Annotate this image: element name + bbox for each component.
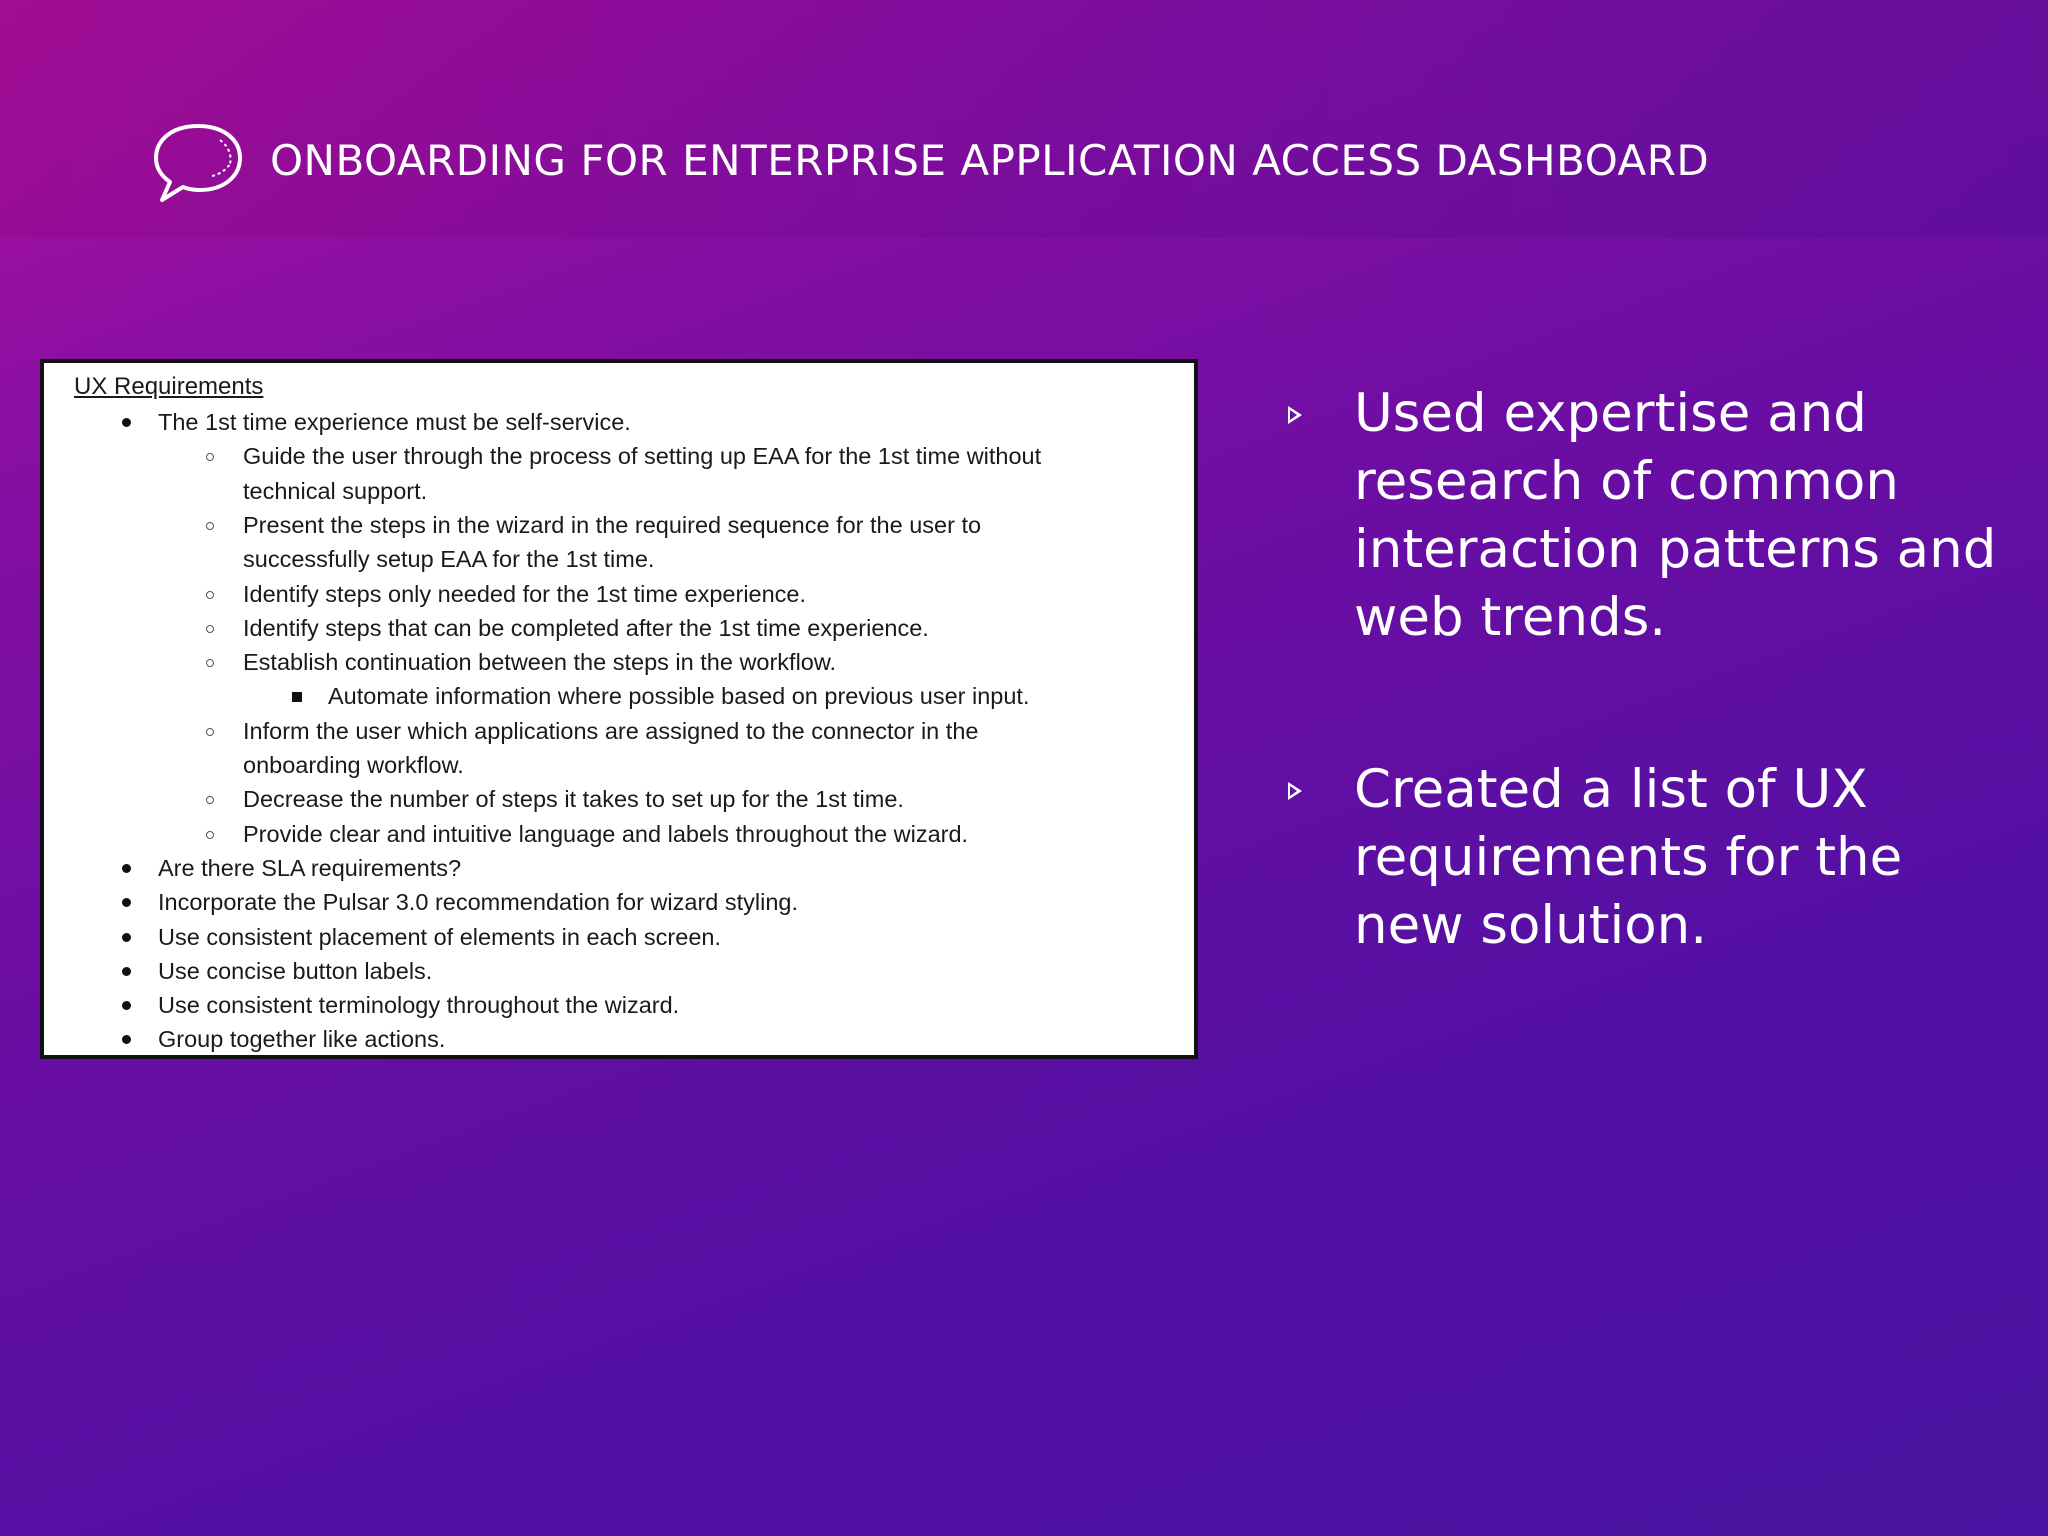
document-line: Inform the user which applications are assigned to the connector in the xyxy=(243,717,979,744)
header-bar xyxy=(0,0,2048,238)
speech-bubble-icon xyxy=(150,120,246,206)
bullet-text: Used expertise and research of common interaction patterns and web trends. xyxy=(1354,383,1997,648)
document-line: Use consistent placement of elements in each screen. xyxy=(158,923,721,950)
bullet-circle-icon xyxy=(206,728,214,736)
bullet-dot-icon xyxy=(122,898,131,907)
document-line: onboarding workflow. xyxy=(243,752,464,778)
bullet-dot-icon xyxy=(122,418,131,427)
document-line: Present the steps in the wizard in the required sequence for the user to xyxy=(243,511,982,538)
bullet-dot-icon xyxy=(122,864,131,873)
document-line: Are there SLA requirements? xyxy=(158,854,462,881)
bullet-circle-icon xyxy=(206,796,214,804)
triangle-bullet-icon xyxy=(1288,406,1302,424)
document-line: Provide clear and intuitive language and labels throughout the wizard. xyxy=(243,820,969,847)
page-title: ONBOARDING FOR ENTERPRISE APPLICATION ACCESS DASHBOARD xyxy=(270,136,1710,185)
bullet-square-icon xyxy=(292,692,302,702)
document-line: successfully setup EAA for the 1st time. xyxy=(243,546,655,573)
bullet-circle-icon xyxy=(206,831,214,839)
document-line: Identify steps that can be completed after the 1st time experience. xyxy=(243,614,929,641)
bullet-item xyxy=(1288,756,2028,960)
bullet-circle-icon xyxy=(206,591,214,599)
bullet-dot-icon xyxy=(122,1001,131,1010)
bullet-dot-icon xyxy=(122,967,131,976)
requirements-document-image xyxy=(40,359,1198,1059)
bullet-item xyxy=(1288,380,2028,652)
document-line: Incorporate the Pulsar 3.0 recommendation for wizard styling. xyxy=(158,889,799,916)
bullet-circle-icon xyxy=(206,453,214,461)
bullet-circle-icon xyxy=(206,659,214,667)
document-line: The 1st time experience must be self-service. xyxy=(158,409,631,435)
bullet-dot-icon xyxy=(122,1035,131,1044)
bullet-dot-icon xyxy=(122,933,131,942)
document-line: Use consistent terminology throughout the wizard. xyxy=(158,992,680,1019)
document-line: Decrease the number of steps it takes to set up for the 1st time. xyxy=(243,786,904,813)
document-line: Group together like actions. xyxy=(158,1026,446,1053)
bullet-circle-icon xyxy=(206,625,214,633)
triangle-bullet-icon xyxy=(1288,782,1302,800)
document-heading: UX Requirements xyxy=(74,373,264,400)
bullet-text: Created a list of UX requirements for the new solution. xyxy=(1354,759,1903,956)
document-line: Automate information where possible based on previous user input. xyxy=(328,683,1030,710)
bullet-list xyxy=(1288,380,2028,960)
document-line: Use concise button labels. xyxy=(158,957,433,984)
document-line: Guide the user through the process of setting up EAA for the 1st time without xyxy=(243,443,1042,470)
document-line: Identify steps only needed for the 1st time experience. xyxy=(243,580,807,607)
bullet-circle-icon xyxy=(206,522,214,530)
document-line: technical support. xyxy=(243,477,428,504)
document-line: Establish continuation between the steps in the workflow. xyxy=(243,649,837,676)
